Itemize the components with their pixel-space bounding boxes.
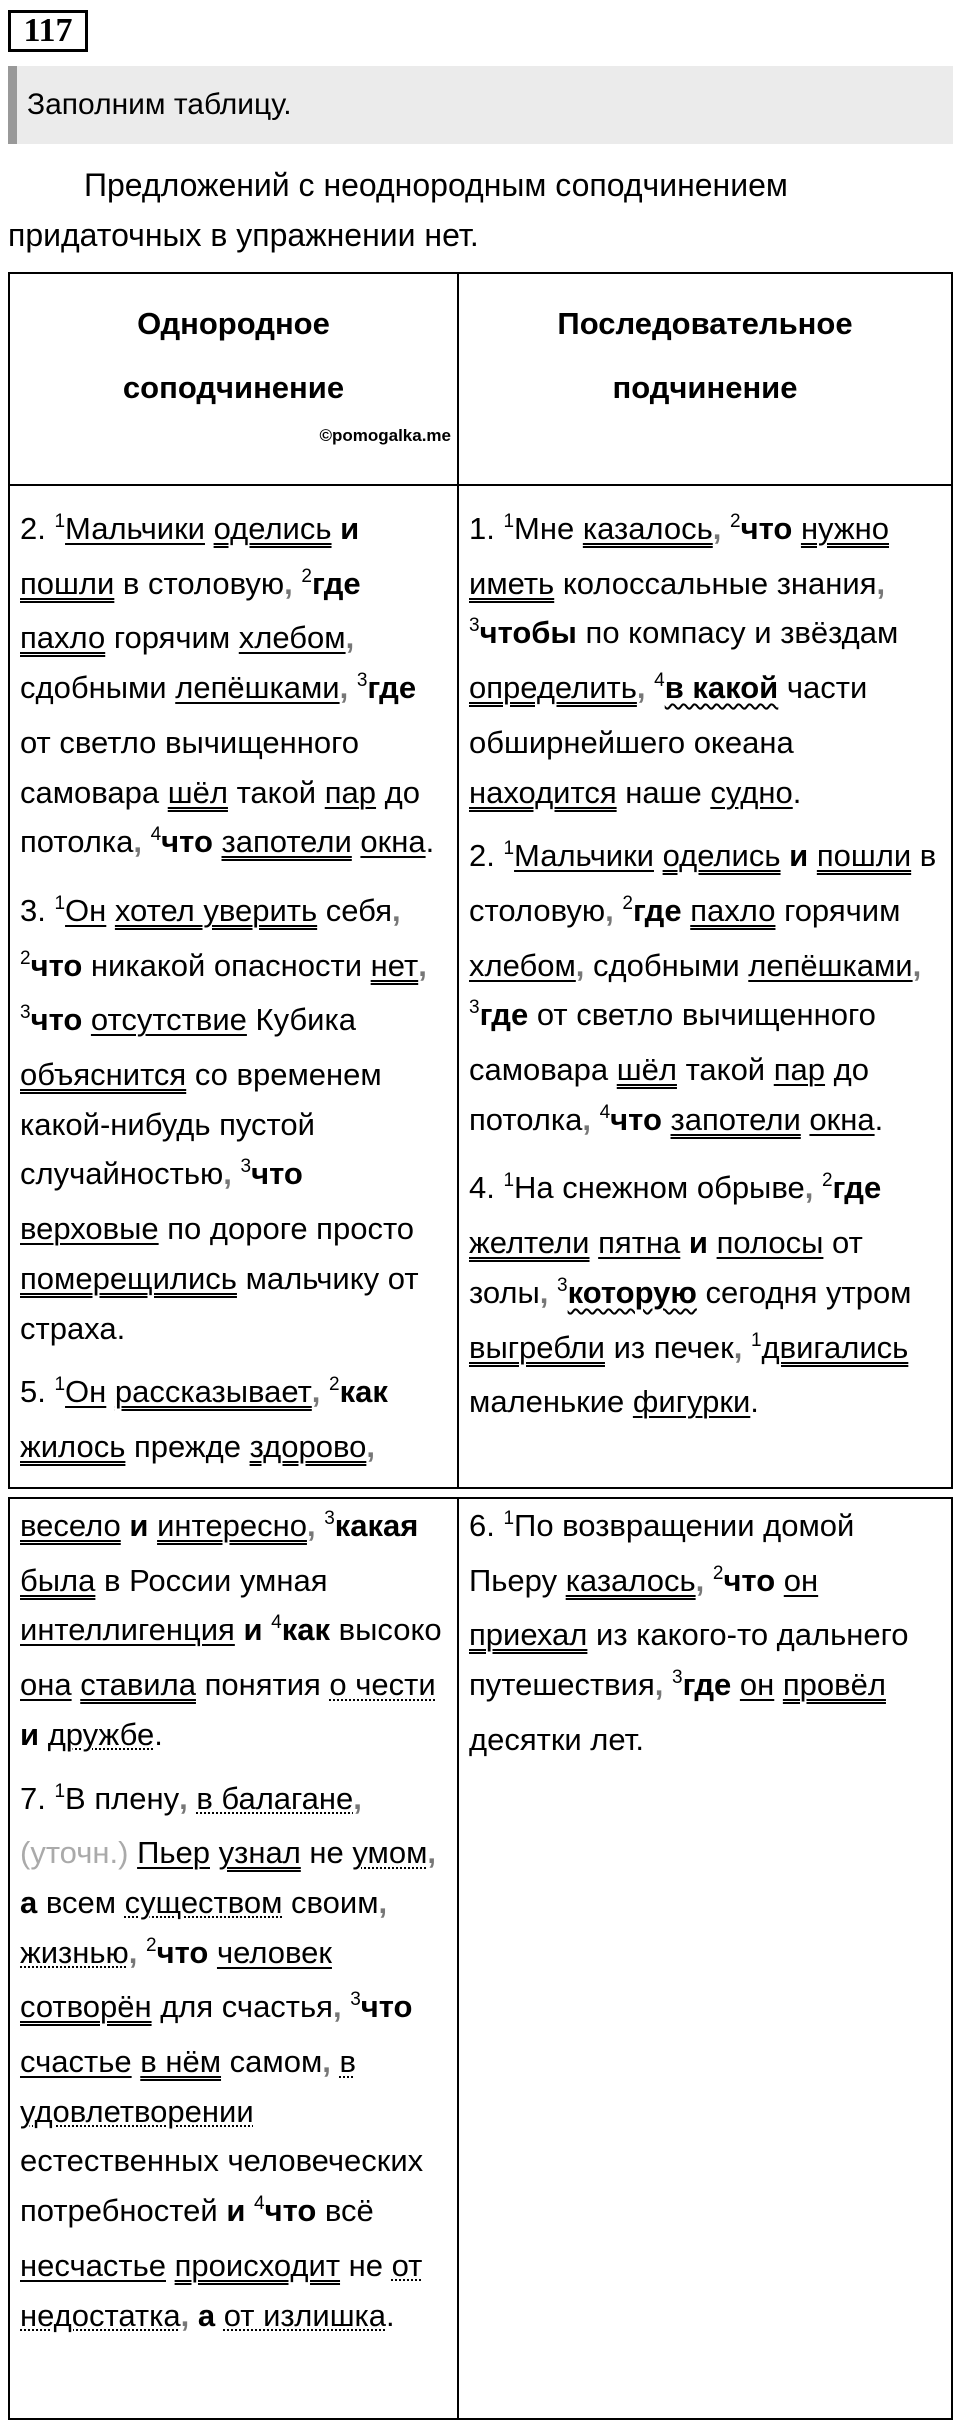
col2-header-line2: подчинение [612,370,798,405]
example-7: 7. $^1$В плену, в балагане, (уточн.) Пьер узнал не умом, а всем существом своим, жизнью, $^2$что человек сотворён для счастья, $^3$что счастье в нём самом, в удовлетворении естественных человеческих потребностей и $^4$что всё несчастье происходит не от недостатка, а от излишка. [20,1780,437,2333]
answer-table-bottom [8,1497,953,2420]
example-5-start: 5. $^1$Он рассказывает, $^2$как жилось прежде здорово, [20,1374,388,1464]
sequential-examples-part2 [459,1499,951,2418]
example-4: 4. $^1$На снежном обрыве, $^2$где желтели пятна и полосы от золы, $^3$которую сегодня утром выгребли из печек, $^1$двигались маленькие фигурки. [469,1170,912,1420]
header-sequential [459,274,951,484]
example-5-end: весело и интересно, $^3$какая была в России умная интеллигенция и $^4$как высоко она ставила понятия о чести и дружбе. [20,1508,442,1752]
example-2-sequential: 2. $^1$Мальчики оделись и пошли в столовую, $^2$где пахло горячим хлебом, сдобными лепёшками, $^3$где от светло вычищенного самовара шёл такой пар до потолка, $^4$что запотели окна. [469,838,937,1137]
watermark: ©pomogalka.me [319,426,451,445]
col1-header-line1: Однородное [137,306,330,341]
homogeneous-examples-part1 [10,486,457,1487]
homogeneous-examples-part2 [10,1499,457,2418]
col1-header-line2: соподчинение [122,370,345,405]
col2-header-line1: Последовательное [557,306,853,341]
example-1: 1. $^1$Мне казалось, $^2$что нужно иметь колоссальные знания, $^3$чтобы по компасу и звёздам определить, $^4$в какой части обширнейшего океана находится наше судно. [469,511,899,810]
example-6: 6. $^1$По возвращении домой Пьеру казалось, $^2$что он приехал из какого-то дальнего путешествия, $^3$где он провёл десятки лет. [469,1508,909,1757]
intro-text: Предложений с неоднородным соподчинением придаточных в упражнении нет. [8,167,788,253]
sequential-examples-part1 [459,486,951,1487]
task-number: 117 [8,10,88,52]
instruction-banner: Заполним таблицу. [8,66,953,144]
example-2-homogeneous: 2. $^1$Мальчики оделись и пошли в столовую, $^2$где пахло горячим хлебом, сдобными лепёшками, $^3$где от светло вычищенного самовара шёл такой пар до потолка, $^4$что запотели окна. [20,511,435,860]
answer-table-top [8,272,953,1489]
example-3: 3. $^1$Он хотел уверить себя, $^2$что никакой опасности нет, $^3$что отсутствие Кубика объяснится со временем какой-нибудь пустой случайностью, $^3$что верховые по дороге просто померещились мальчику от страха. [20,892,427,1346]
header-homogeneous [10,274,457,484]
